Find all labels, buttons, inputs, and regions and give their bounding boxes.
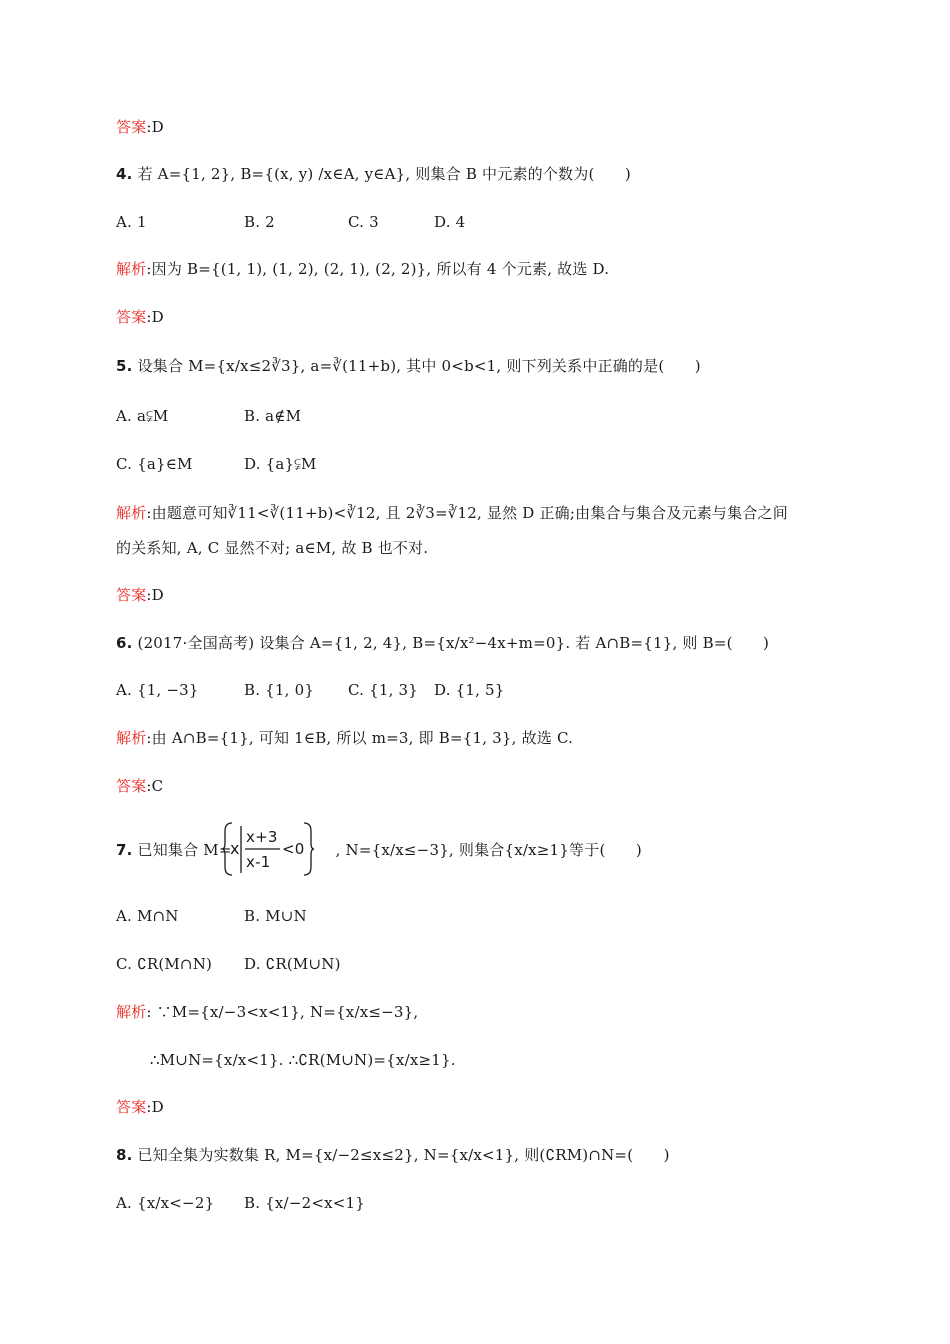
answer-label: 答案 bbox=[116, 118, 147, 136]
question-4 bbox=[116, 163, 631, 185]
fraction-denominator: x-1 bbox=[246, 853, 271, 871]
option-b: B. a∉M bbox=[244, 407, 302, 425]
question-8 bbox=[116, 1144, 670, 1166]
solution-text: : ∵M={x/−3<x<1}, N={x/x≤−3}, bbox=[146, 1003, 419, 1021]
option-a: A. 1 bbox=[116, 213, 147, 231]
solution-text: 的关系知, A, C 显然不对; a∈M, 故 B 也不对. bbox=[116, 539, 429, 557]
question-text: 已知全集为实数集 R, M={x/−2≤x≤2}, N={x/x<1}, 则(∁RM)∩N=( ) bbox=[137, 1146, 670, 1164]
option-d: D. 4 bbox=[434, 213, 466, 231]
answer-6 bbox=[116, 775, 163, 797]
option-a: A. a⫋M bbox=[116, 407, 169, 425]
solution-text: :由 A∩B={1}, 可知 1∈B, 所以 m=3, 即 B={1, 3}, 故选 C. bbox=[146, 729, 574, 747]
solution-text: :因为 B={(1, 1), (1, 2), (2, 1), (2, 2)}, 所以有 4 个元素, 故选 D. bbox=[146, 260, 610, 278]
question-number: 5. bbox=[116, 357, 133, 375]
option-d: D. ∁R(M∪N) bbox=[244, 955, 341, 973]
answer-4 bbox=[116, 306, 164, 328]
question-number: 4. bbox=[116, 165, 133, 183]
option-a: A. M∩N bbox=[116, 907, 179, 925]
question-6 bbox=[116, 632, 769, 654]
question-text: 若 A={1, 2}, B={(x, y) /x∈A, y∈A}, 则集合 B 中元素的个数为( ) bbox=[137, 165, 631, 183]
fraction-relation: <0 bbox=[282, 840, 305, 858]
question-5 bbox=[116, 355, 701, 377]
question-number: 6. bbox=[116, 634, 133, 652]
fraction-variable: x bbox=[230, 839, 240, 858]
solution-5-line-2 bbox=[116, 537, 428, 559]
answer-value: :D bbox=[146, 1098, 164, 1116]
option-a: A. {x/x<−2} bbox=[116, 1194, 215, 1212]
answer-5 bbox=[116, 584, 164, 606]
question-number: 8. bbox=[116, 1146, 133, 1164]
solution-text: :由题意可知∛11<∛(11+b)<∛12, 且 2∛3=∛12, 显然 D 正确;由集合与集合及元素与集合之间 bbox=[146, 504, 788, 522]
answer-label: 答案 bbox=[116, 586, 147, 604]
solution-text: ∴M∪N={x/x<1}. ∴∁R(M∪N)={x/x≥1}. bbox=[150, 1051, 456, 1069]
option-c: C. {1, 3} bbox=[348, 681, 418, 699]
answer-value: :D bbox=[146, 586, 164, 604]
solution-5-line-1 bbox=[116, 502, 788, 524]
answer-label: 答案 bbox=[116, 777, 147, 795]
option-d: D. {a}⫋M bbox=[244, 455, 317, 473]
solution-7-line-2 bbox=[150, 1049, 456, 1071]
answer-label: 答案 bbox=[116, 1098, 147, 1116]
answer-label: 答案 bbox=[116, 308, 147, 326]
question-number: 7. bbox=[116, 841, 133, 859]
answer-value: :C bbox=[146, 777, 164, 795]
solution-label: 解析 bbox=[116, 504, 147, 522]
answer-3 bbox=[116, 116, 164, 138]
question-text: (2017·全国高考) 设集合 A={1, 2, 4}, B={x/x²−4x+m=0}. 若 A∩B={1}, 则 B=( ) bbox=[137, 634, 770, 652]
option-b: B. 2 bbox=[244, 213, 275, 231]
question-text: 设集合 M={x/x≤2∛3}, a=∛(11+b), 其中 0<b<1, 则下列关系中正确的是( ) bbox=[137, 357, 701, 375]
solution-label: 解析 bbox=[116, 260, 147, 278]
set-builder-fraction bbox=[222, 821, 314, 877]
solution-label: 解析 bbox=[116, 1003, 147, 1021]
option-d: D. {1, 5} bbox=[434, 681, 505, 699]
answer-7 bbox=[116, 1096, 164, 1118]
question-text-after: , N={x/x≤−3}, 则集合{x/x≥1}等于( ) bbox=[335, 841, 642, 859]
answer-value: :D bbox=[146, 118, 164, 136]
option-b: B. {1, 0} bbox=[244, 681, 315, 699]
solution-4 bbox=[116, 258, 609, 280]
option-c: C. ∁R(M∩N) bbox=[116, 955, 213, 973]
question-7 bbox=[116, 828, 642, 871]
option-a: A. {1, −3} bbox=[116, 681, 199, 699]
option-c: C. {a}∈M bbox=[116, 455, 193, 473]
solution-7-line-1 bbox=[116, 1001, 418, 1023]
fraction-numerator: x+3 bbox=[246, 828, 278, 846]
option-c: C. 3 bbox=[348, 213, 379, 231]
question-text-before: 已知集合 M= bbox=[137, 841, 232, 859]
answer-value: :D bbox=[146, 308, 164, 326]
solution-6 bbox=[116, 727, 573, 749]
solution-label: 解析 bbox=[116, 729, 147, 747]
option-b: B. M∪N bbox=[244, 907, 307, 925]
option-b: B. {x/−2<x<1} bbox=[244, 1194, 366, 1212]
